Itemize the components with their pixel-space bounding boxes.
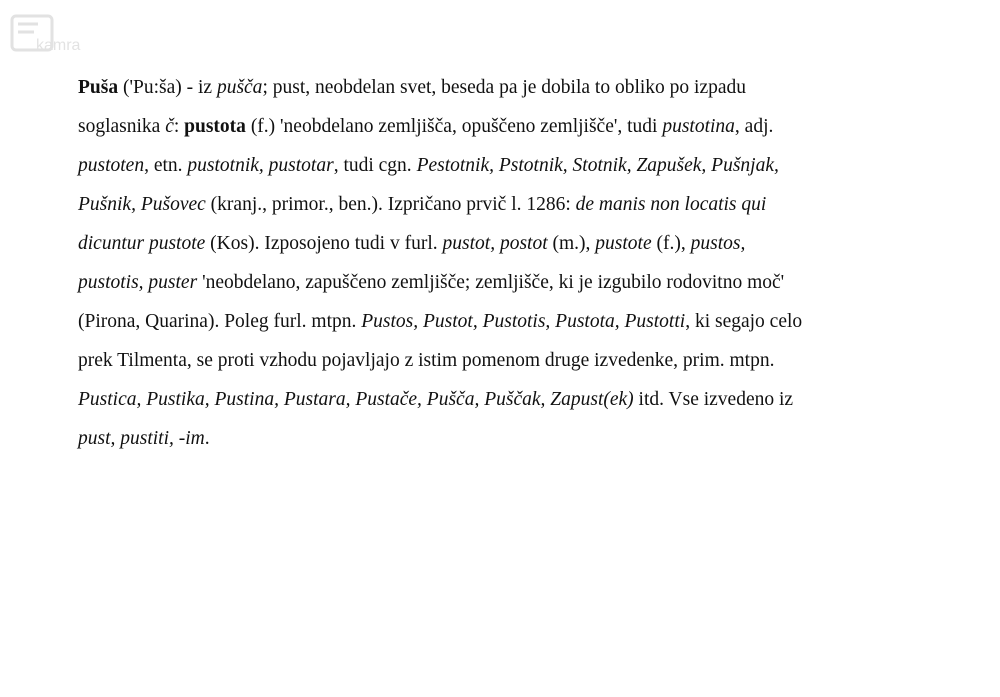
headword: Puša bbox=[78, 77, 119, 98]
entry-text: , etn. bbox=[144, 155, 188, 176]
entry-line bbox=[78, 68, 928, 107]
entry-text: prek Tilmenta, se proti vzhodu pojavljajo z istim pomenom druge izvedenke, prim. mtpn. bbox=[78, 350, 775, 371]
entry-text: (f.), bbox=[651, 233, 691, 254]
watermark-logo-icon bbox=[8, 10, 118, 60]
entry-text: itd. Vse izvedeno iz bbox=[633, 389, 794, 410]
italic-term: pustotis, puster bbox=[78, 272, 198, 293]
entry-text: (kranj., primor., ben.). Izpričano prvič l. 1286: bbox=[205, 194, 576, 215]
dictionary-entry bbox=[78, 68, 928, 458]
entry-text: : bbox=[173, 116, 185, 137]
entry-text: (f.) 'neobdelano zemljišča, opuščeno zemljišče', tudi bbox=[245, 116, 663, 137]
italic-term: č bbox=[165, 116, 174, 137]
entry-line bbox=[78, 419, 928, 458]
entry-text: (Kos). Izposojeno tudi v furl. bbox=[205, 233, 443, 254]
italic-term: Pušnik, Pušovec bbox=[78, 194, 206, 215]
entry-text: ('Pu:ša) - iz bbox=[118, 77, 217, 98]
italic-term: Pustos, Pustot, Pustotis, Pustota, Pustotti bbox=[361, 311, 686, 332]
entry-text: , adj. bbox=[734, 116, 774, 137]
entry-line bbox=[78, 185, 928, 224]
entry-text: , tudi cgn. bbox=[333, 155, 417, 176]
watermark-text: kamra bbox=[36, 37, 81, 54]
italic-term: pustos, bbox=[690, 233, 746, 254]
italic-term: pustot, postot bbox=[442, 233, 548, 254]
entry-line bbox=[78, 107, 928, 146]
entry-line bbox=[78, 341, 928, 380]
italic-term: pustotina bbox=[662, 116, 735, 137]
entry-line bbox=[78, 224, 928, 263]
italic-term: Pustica, Pustika, Pustina, Pustara, Pustače, Pušča, Puščak, Zapust(ek) bbox=[78, 389, 634, 410]
entry-text: , ki segajo celo bbox=[685, 311, 803, 332]
entry-text: . bbox=[204, 428, 210, 449]
italic-term: dicuntur pustote bbox=[78, 233, 206, 254]
italic-term: pust, pustiti, -im bbox=[78, 428, 205, 449]
italic-term: Pestotnik, Pstotnik, Stotnik, Zapušek, Pušnjak, bbox=[416, 155, 779, 176]
entry-line bbox=[78, 380, 928, 419]
italic-term: pustotnik, pustotar bbox=[187, 155, 334, 176]
entry-text: soglasnika bbox=[78, 116, 166, 137]
italic-term: pustote bbox=[595, 233, 652, 254]
entry-text: ; pust, neobdelan svet, beseda pa je dobila to obliko po izpadu bbox=[262, 77, 747, 98]
italic-term: pustoten bbox=[78, 155, 145, 176]
entry-line bbox=[78, 263, 928, 302]
entry-line bbox=[78, 146, 928, 185]
italic-term: pušča bbox=[216, 77, 263, 98]
entry-text: (m.), bbox=[547, 233, 596, 254]
entry-text: (Pirona, Quarina). Poleg furl. mtpn. bbox=[78, 311, 362, 332]
headword: pustota bbox=[184, 116, 246, 137]
italic-term: de manis non locatis qui bbox=[575, 194, 767, 215]
entry-line bbox=[78, 302, 928, 341]
entry-text: 'neobdelano, zapuščeno zemljišče; zemljišče, ki je izgubilo rodovitno moč' bbox=[197, 272, 785, 293]
